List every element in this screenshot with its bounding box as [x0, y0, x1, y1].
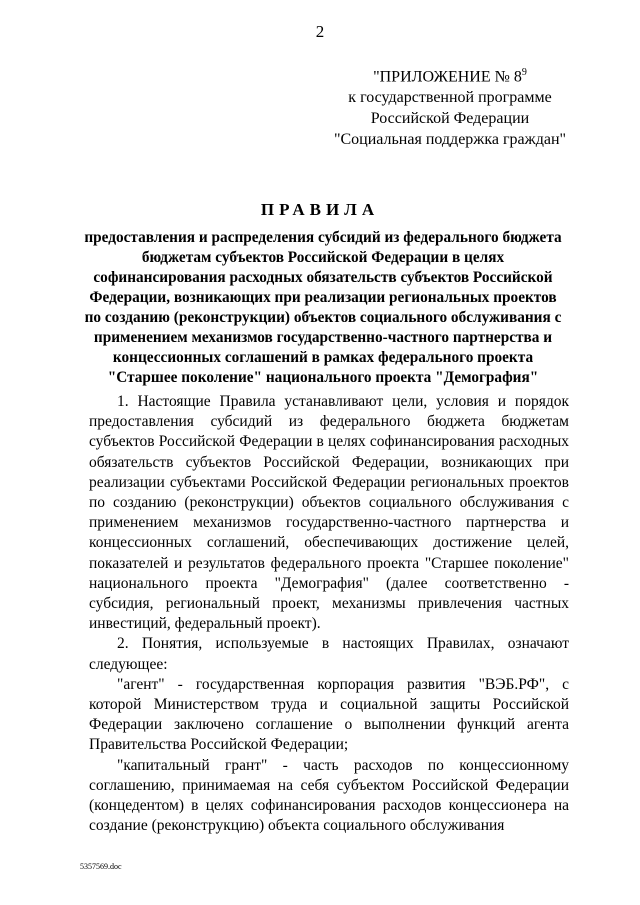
appendix-number-superscript: 9 — [521, 67, 527, 78]
document-subtitle: предоставления и распределения субсидий из федерального бюджета бюджетам субъектов Российской Федерации в целях софинансирования расходных обязательств субъектов Российской Федерации, возникающих при реализации региональных проектов по созданию (реконструкции) объектов социального обслуживания с применением механизмов государственно-частного партнерства и концессионных соглашений в рамках федерального проекта "Старшее поколение" национального проекта "Демография" — [84, 229, 562, 386]
paragraph: 1. Настоящие Правила устанавливают цели, условия и порядок предоставления субсидий из федерального бюджета бюджетам субъектов Российской Федерации в целях софинансирования расходных обязательств субъектов Российской Федерации, возникающих при реализации субъектами Российской Федерации региональных проектов по созданию (реконструкции) объектов социального обслуживания с применением механизмов государственно-частного партнерства и концессионных соглашений, обеспечивающих достижение целей, показателей и результатов федерального проекта "Старшее поколение" национального проекта "Демография" (далее соответственно - субсидия, региональный проект, механизмы привлечения частных инвестиций, федеральный проект). — [89, 393, 569, 633]
file-name-footer: 5357569.doc — [80, 862, 122, 871]
paragraph: "агент" - государственная корпорация развития "ВЭБ.РФ", с которой Министерством труда и социальной защиты Российской Федерации заключено соглашение о выполнении функций агента Правительства Российской Федерации; — [89, 675, 569, 754]
page-number: 2 — [315, 22, 325, 41]
appendix-title: "ПРИЛОЖЕНИЕ № 8 — [373, 68, 522, 86]
document-title: ПРАВИЛА — [260, 200, 380, 219]
paragraph: "капитальный грант" - часть расходов по концессионному соглашению, принимаемая на себя субъектом Российской Федерации (концедентом) в целях софинансирования расходов концессионера на создание (реконструкцию) объекта социального обслуживания — [89, 756, 569, 835]
paragraph: 2. Понятия, используемые в настоящих Правилах, означают следующее: — [89, 635, 569, 673]
appendix-header — [330, 62, 570, 150]
appendix-line-4: "Социальная поддержка граждан" — [333, 131, 567, 149]
document-body — [89, 392, 569, 836]
appendix-line-3: Российской Федерации — [370, 110, 530, 128]
appendix-line-2: к государственной программе — [348, 89, 552, 107]
appendix-line-1 — [330, 62, 570, 87]
